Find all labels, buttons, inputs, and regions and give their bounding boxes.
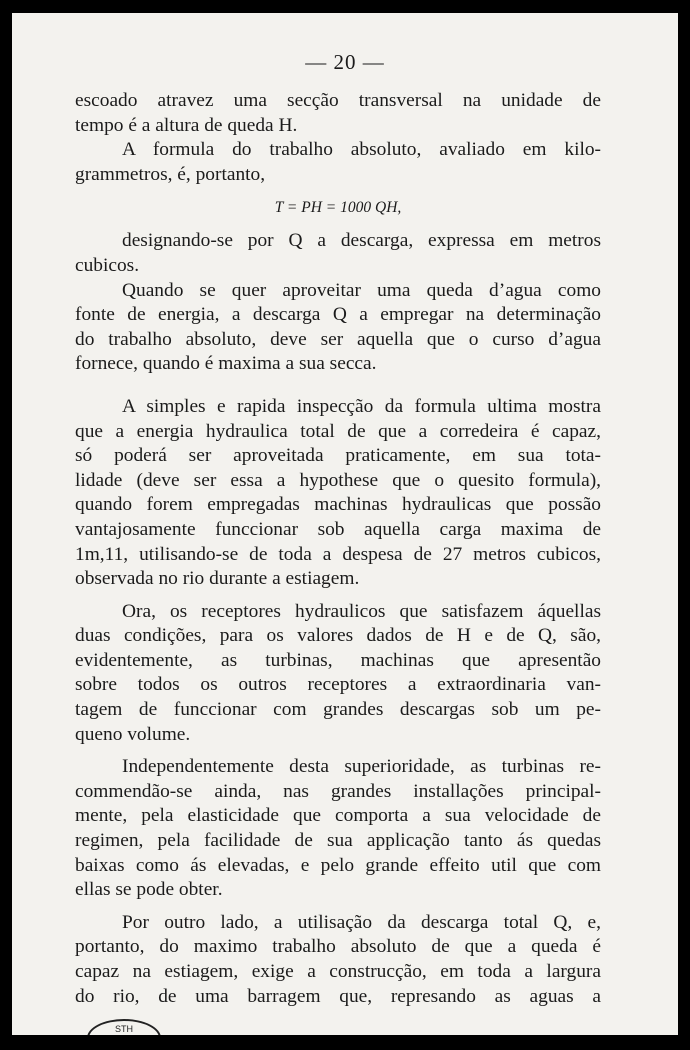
- text-line: queno volume.: [75, 723, 191, 745]
- text-line: designando-se por Q a descarga, expressa em metros: [122, 230, 601, 252]
- text-line: fonte de energia, a descarga Q a empregar na determinação: [75, 304, 601, 326]
- text-line: só poderá ser aproveitada praticamente, em sua tota-: [75, 445, 601, 467]
- text-line: sobre todos os outros receptores a extraordinaria van-: [75, 674, 601, 696]
- text-line: Por outro lado, a utilisação da descarga total Q, e,: [122, 911, 601, 933]
- text-line: A formula do trabalho absoluto, avaliado em kilo-: [122, 139, 601, 161]
- text-line: lidade (deve ser essa a hypothese que o quesito formula),: [75, 469, 601, 491]
- text-line: tagem de funccionar com grandes descargas sob um pe-: [75, 699, 601, 721]
- text-line: 1m,11, utilisando-se de toda a despesa de 27 metros cubicos,: [75, 543, 601, 565]
- text-line: Quando se quer aproveitar uma queda d’agua como: [122, 279, 601, 301]
- text-line: mente, pela elasticidade que comporta a sua velocidade de: [75, 805, 601, 827]
- page-number: — 20 —: [305, 50, 385, 74]
- text-line: do rio, de uma barragem que, represando as aguas a: [75, 985, 601, 1007]
- text-line: observada no rio durante a estiagem.: [75, 568, 360, 590]
- text-line: vantajosamente funccionar sob aquella carga maxima de: [75, 518, 601, 540]
- text-line: A simples e rapida inspecção da formula ultima mostra: [122, 395, 601, 417]
- text-line: regimen, pela facilidade de sua applicação tanto ás quedas: [75, 830, 601, 852]
- document-page: [12, 13, 678, 1035]
- library-stamp: [87, 1019, 161, 1035]
- text-line: capaz na estiagem, exige a construcção, em toda a largura: [75, 961, 601, 982]
- text-line: baixas como ás elevadas, e pelo grande effeito util que com: [75, 854, 601, 876]
- text-line: cubicos.: [75, 254, 140, 276]
- text-line: que a energia hydraulica total de que a corredeira é capaz,: [75, 420, 601, 442]
- text-line: do trabalho absoluto, deve ser aquella que o curso d’agua: [75, 328, 601, 350]
- text-line: ellas se pode obter.: [75, 879, 223, 901]
- text-line: T = PH = 1000 QH,: [274, 199, 402, 217]
- text-line: tempo é a altura de queda H.: [75, 114, 298, 136]
- text-line: portanto, do maximo trabalho absoluto de que a queda é: [75, 936, 601, 958]
- text-line: fornece, quando é maxima a sua secca.: [75, 353, 377, 375]
- body-text: [75, 89, 601, 1009]
- text-line: grammetros, é, portanto,: [75, 163, 266, 185]
- text-line: Ora, os receptores hydraulicos que satisfazem áquellas: [122, 600, 601, 622]
- text-line: Independentemente desta superioridade, as turbinas re-: [122, 756, 601, 778]
- stamp-text: STH: [115, 1024, 133, 1034]
- text-line: commendão-se ainda, nas grandes installações principal-: [75, 780, 601, 802]
- text-line: escoado atravez uma secção transversal na unidade de: [75, 90, 601, 111]
- text-line: evidentemente, as turbinas, machinas que apresentão: [75, 649, 601, 671]
- text-line: quando forem empregadas machinas hydraulicas que possão: [75, 494, 601, 516]
- text-line: duas condições, para os valores dados de H e de Q, são,: [75, 625, 601, 647]
